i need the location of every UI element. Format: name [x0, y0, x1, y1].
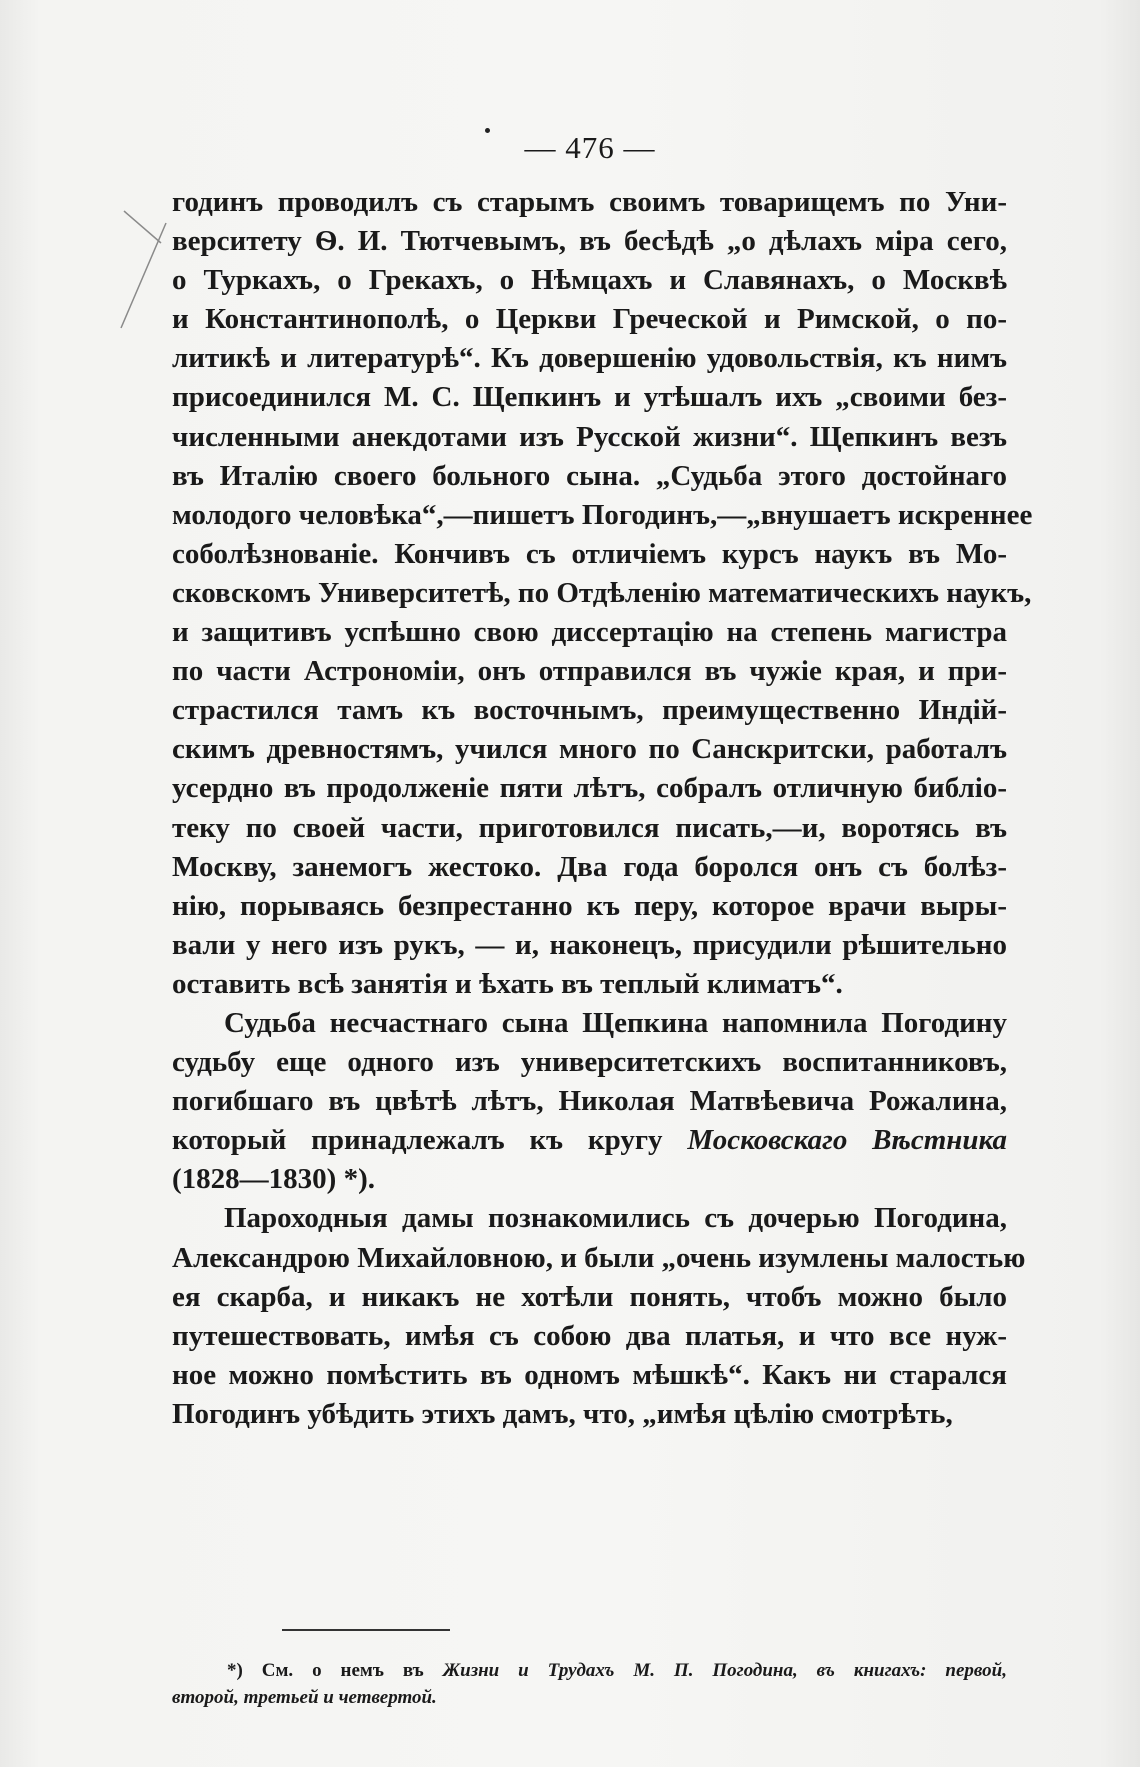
text-line: Александрою Михайловною, и были „очень изумлены малостью: [172, 1241, 1026, 1274]
text-line: годинъ проводилъ съ старымъ своимъ товарищемъ по Уни-: [172, 186, 1007, 218]
text-line: литикѣ и литературѣ“. Къ довершенію удовольствія, къ нимъ: [172, 342, 1007, 375]
italic-title: Московскаго Вѣстника: [687, 1124, 1007, 1157]
text-line: верситету Ѳ. И. Тютчевымъ, въ бесѣдѣ „о дѣлахъ міра сего,: [172, 225, 1007, 258]
text-line: сковскомъ Университетѣ, по Отдѣленію математическихъ наукъ,: [172, 576, 1032, 609]
text-line: погибшаго въ цвѣтѣ лѣтъ, Николая Матвѣевича Рожалина,: [172, 1085, 1007, 1118]
text-line: страстился тамъ къ восточнымъ, преимущественно Индій-: [172, 694, 1007, 727]
text-line: ное можно помѣстить въ одномъ мѣшкѣ“. Какъ ни старался: [172, 1358, 1007, 1391]
pencil-margin-mark: [116, 203, 176, 333]
text-line: (1828—1830) *).: [172, 1163, 375, 1196]
text-line: который принадлежалъ къ кругу Московскаго Вѣстника: [172, 1124, 1007, 1157]
text-line: Погодинъ убѣдить этихъ дамъ, что, „имѣя цѣлію смотрѣть,: [172, 1397, 953, 1430]
text-line: численными анекдотами изъ Русской жизни“. Щепкинъ везъ: [172, 420, 1007, 453]
text-line: и Константинополѣ, о Церкви Греческой и Римской, о по-: [172, 303, 1007, 336]
footnote: [172, 1657, 1007, 1711]
text-line: въ Италію своего больного сына. „Судьба этого достойнаго: [172, 459, 1007, 492]
text-line: Судьба несчастнаго сына Щепкина напомнила Погодину: [224, 1006, 1007, 1039]
body-text: [172, 183, 1033, 1434]
footnote-divider: [282, 1629, 450, 1631]
footnote-book-title: Жизни и Трудахъ М. П. Погодина: [442, 1660, 793, 1681]
text-line: по части Астрономіи, онъ отправился въ чужіе края, и при-: [172, 655, 1007, 688]
text-line: судьбу еще одного изъ университетскихъ воспитанниковъ,: [172, 1046, 1007, 1079]
text-line: усердно въ продолженіе пяти лѣтъ, собралъ отличную библіо-: [172, 772, 1007, 805]
text-line: присоединился М. С. Щепкинъ и утѣшалъ ихъ „своими без-: [172, 381, 1007, 414]
text-line: скимъ древностямъ, учился много по Санскритски, работалъ: [172, 733, 1007, 766]
text-line: теку по своей части, приготовился писать,—и, воротясь въ: [172, 811, 1007, 844]
text-line: путешествовать, имѣя съ собою два платья, и что все нуж-: [172, 1319, 1007, 1352]
text-line: соболѣзнованіе. Кончивъ съ отличіемъ курсъ наукъ въ Мо-: [172, 537, 1007, 570]
footnote-prefix: *) См. о немъ въ: [227, 1660, 443, 1681]
text-line: Москву, занемогъ жестоко. Два года боролся онъ съ болѣз-: [172, 850, 1007, 883]
text-line: Пароходныя дамы познакомились съ дочерью Погодина,: [224, 1202, 1007, 1235]
text-line: оставить всѣ занятія и ѣхать въ теплый климатъ“.: [172, 967, 843, 1000]
page-number: — 476 —: [524, 130, 656, 165]
text-line: ея скарба, и никакъ не хотѣли понять, чтобъ можно было: [172, 1280, 1007, 1313]
text-line: нію, порываясь безпрестанно къ перу, которое врачи выры-: [172, 889, 1007, 922]
text-line: и защитивъ успѣшно свою диссертацію на степень магистра: [172, 616, 1007, 649]
text-line: молодого человѣка“,—пишетъ Погодинъ,—„внушаетъ искреннее: [172, 498, 1033, 531]
footnote-suffix: , въ книгахъ: первой,: [792, 1660, 1007, 1681]
footnote-line-2: второй, третьей и четвертой.: [172, 1687, 437, 1708]
footnote-line-1: [172, 1657, 1007, 1684]
text-line: вали у него изъ рукъ, — и, наконецъ, присудили рѣшительно: [172, 928, 1007, 961]
text-line: о Туркахъ, о Грекахъ, о Нѣмцахъ и Славянахъ, о Москвѣ: [172, 264, 1007, 297]
